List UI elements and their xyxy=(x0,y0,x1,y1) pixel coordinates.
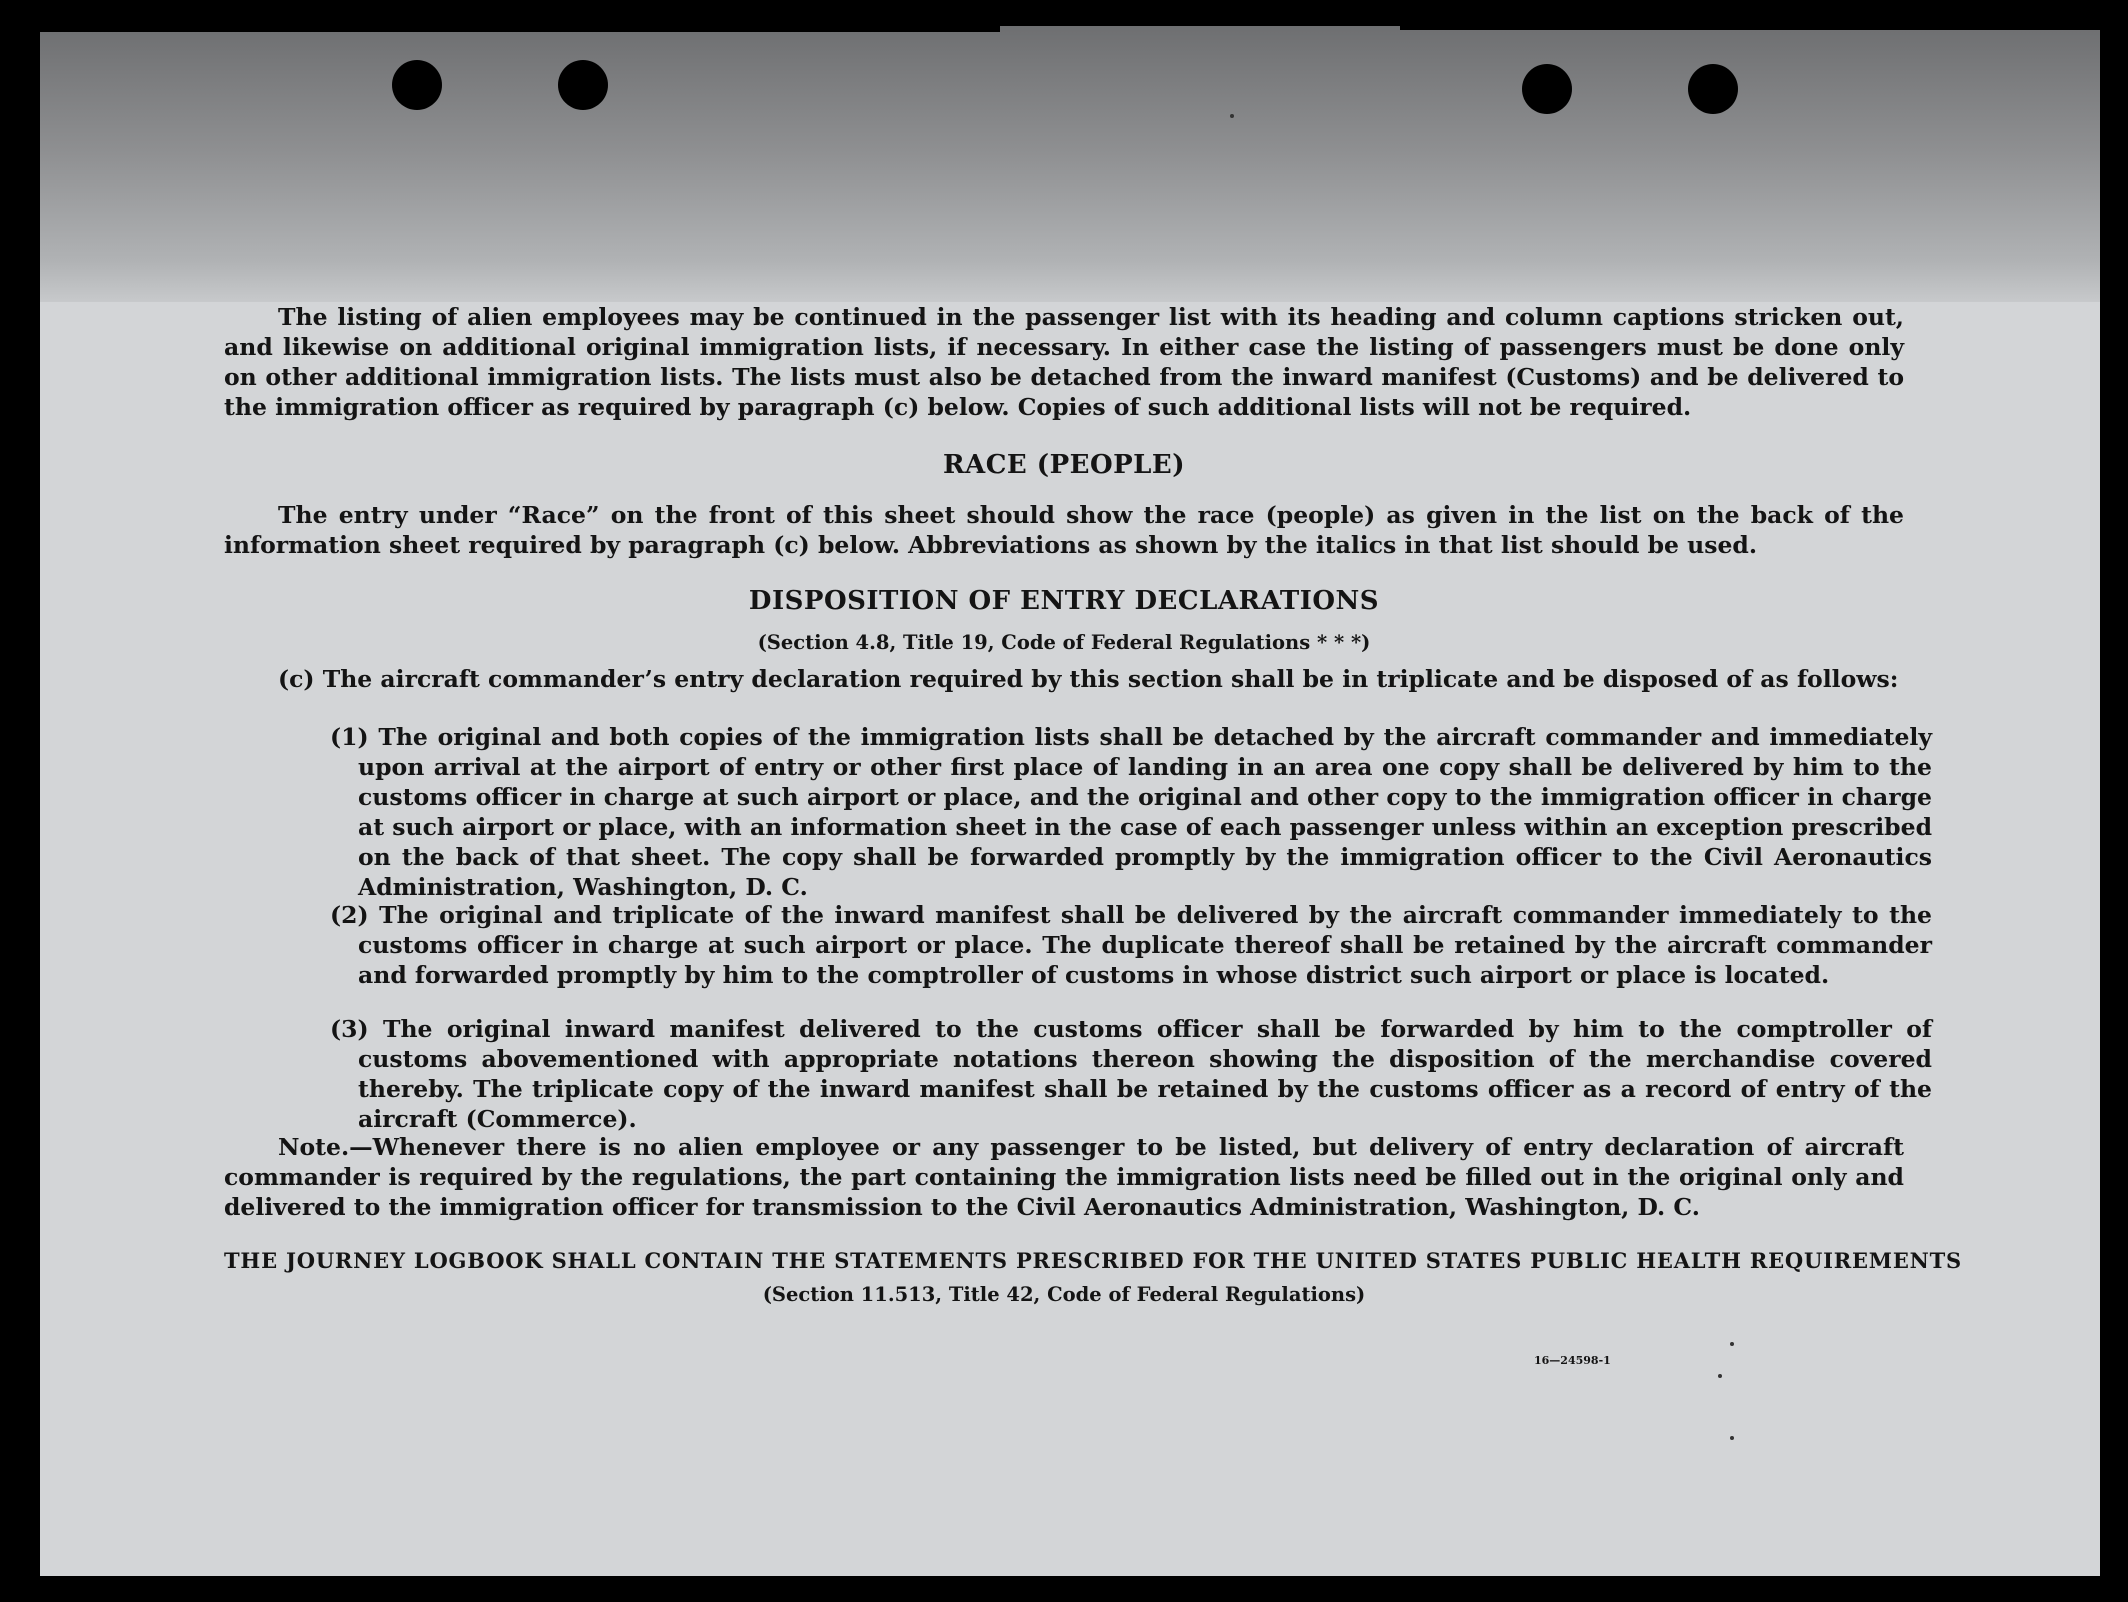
race-paragraph: The entry under “Race” on the front of this sheet should show the race (people) as given in the list on the back of the information sheet required by paragraph (c) below. Abbreviations as shown by the italics in that list should be used. xyxy=(224,501,1904,559)
dust-speck xyxy=(1730,1342,1734,1346)
top-edge-notch xyxy=(1400,24,2100,30)
dust-speck xyxy=(1718,1374,1722,1378)
punch-hole xyxy=(1688,64,1738,114)
punch-hole xyxy=(558,60,608,110)
punch-hole xyxy=(1522,64,1572,114)
disposition-item-2: (2) The original and triplicate of the inward manifest shall be delivered by the aircraft commander immediately to the customs officer in charge at such airport or place. The duplicate thereof shall be retained by the aircraft commander and forwarded promptly by him to the comptroller of customs in whose district such airport or place is located. xyxy=(330,901,1932,989)
dust-speck xyxy=(1230,114,1234,118)
top-edge-notch xyxy=(40,22,1000,32)
health-statement: THE JOURNEY LOGBOOK SHALL CONTAIN THE STATEMENTS PRESCRIBED FOR THE UNITED STATES PUBLIC HEALTH REQUIREMENTS xyxy=(224,1248,1963,1273)
document-sheet xyxy=(40,26,2100,1576)
punch-hole xyxy=(392,60,442,110)
top-grey-band xyxy=(40,26,2100,302)
note-paragraph: Note.—Whenever there is no alien employee or any passenger to be listed, but delivery of entry declaration of aircraft commander is required by the regulations, the part containing the immigration lists need be filled out in the original only and delivered to the immigration officer for transmission to the Civil Aeronautics Administration, Washington, D. C. xyxy=(224,1133,1904,1221)
disposition-item-1: (1) The original and both copies of the immigration lists shall be detached by the aircraft commander and immediately upon arrival at the airport of entry or other first place of landing in an area one copy shall be delivered by him to the customs officer in charge at such airport or place, and the original and other copy to the immigration officer in charge at such airport or place, with an information sheet in the case of each passenger unless within an exception prescribed on the back of that sheet. The copy shall be forwarded promptly by the immigration officer to the Civil Aeronautics Administration, Washington, D. C. xyxy=(330,723,1932,901)
alien-employees-paragraph: The listing of alien employees may be continued in the passenger list with its heading and column captions stricken out, and likewise on additional original immigration lists, if necessary. In either case the listing of passengers must be done only on other additional immigration lists. The lists must also be detached from the inward manifest (Customs) and be delivered to the immigration officer as required by paragraph (c) below. Copies of such additional lists will not be required. xyxy=(224,303,1904,421)
form-number: 16—24598-1 xyxy=(1534,1354,1611,1367)
health-citation: (Section 11.513, Title 42, Code of Federal Regulations) xyxy=(762,1283,1366,1306)
race-heading: RACE (PEOPLE) xyxy=(942,450,1186,480)
disposition-citation: (Section 4.8, Title 19, Code of Federal Regulations * * *) xyxy=(757,631,1371,654)
dust-speck xyxy=(1730,1436,1734,1440)
disposition-item-3: (3) The original inward manifest delivered to the customs officer shall be forwarded by him to the comptroller of customs abovementioned with appropriate notations thereon showing the disposition of the merchandise covered thereby. The triplicate copy of the inward manifest shall be retained by the customs officer as a record of entry of the aircraft (Commerce). xyxy=(330,1015,1932,1133)
disposition-intro: (c) The aircraft commander’s entry declaration required by this section shall be in triplicate and be disposed of as follows: xyxy=(278,665,1899,693)
disposition-heading: DISPOSITION OF ENTRY DECLARATIONS xyxy=(748,586,1380,616)
